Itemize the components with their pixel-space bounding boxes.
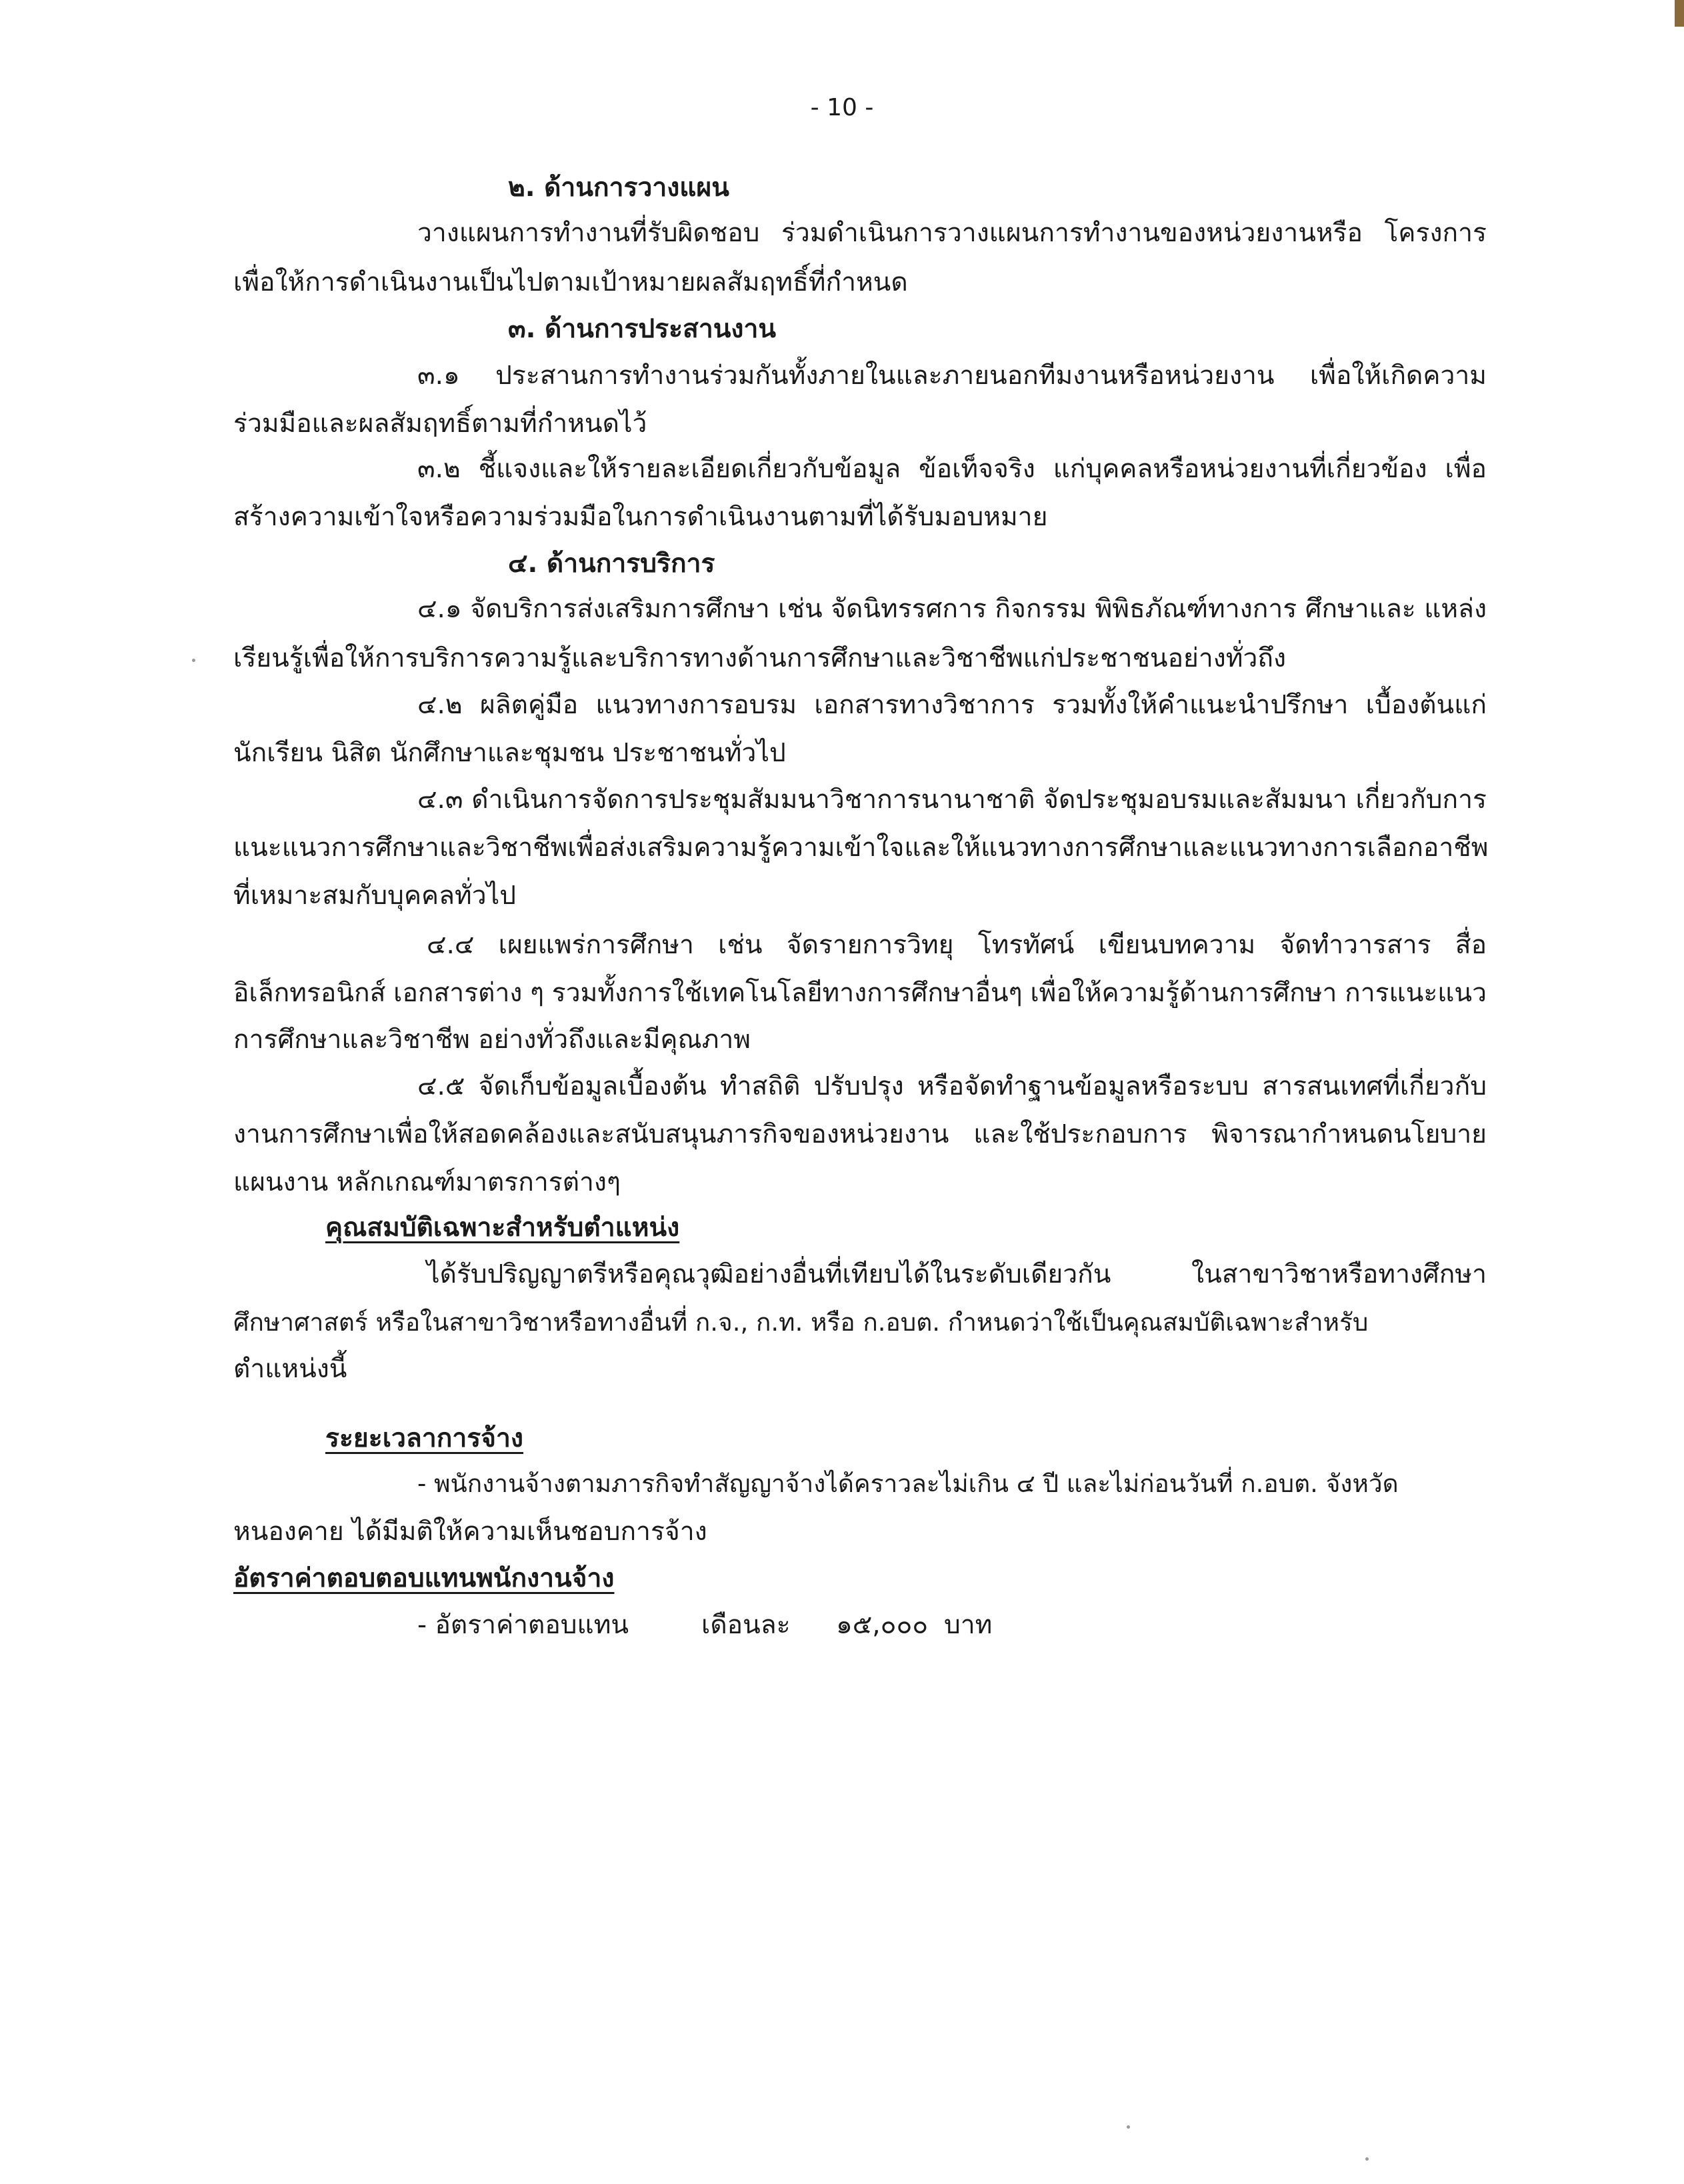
text-segment: เขียนบทความ	[1098, 930, 1256, 960]
text-segment: การแนะแนว	[1345, 978, 1487, 1008]
text-segment: ๓.๒	[417, 454, 461, 484]
section-2-heading: ๒. ด้านการวางแผน	[508, 173, 729, 203]
section-2-paragraph-line: เพื่อให้การดำเนินงานเป็นไปตามเป้าหมายผลสัมฤทธิ์ที่กำหนด	[233, 267, 908, 297]
text-segment: ชี้แจงและให้รายละเอียดเกี่ยวกับข้อมูล	[478, 454, 901, 484]
text-segment: ๔.๒	[417, 690, 463, 720]
text-segment: ประสานการทำงานร่วมกันทั้งภายในและภายนอกทีมงานหรือหน่วยงาน	[495, 361, 1275, 391]
qualification-line: ตำแหน่งนี้	[233, 1354, 347, 1384]
text-segment: เช่น	[718, 930, 763, 960]
text-segment: จัดเก็บข้อมูลเบื้องต้น	[478, 1071, 707, 1101]
text-segment: เพื่อส่งเสริมความรู้ความเข้าใจและให้แนวทางการศึกษาและแนว	[567, 833, 1279, 863]
page-number: - 10 -	[810, 94, 874, 121]
section-4-heading: ๔. ด้านการบริการ	[508, 549, 715, 579]
text-segment: พิพิธภัณฑ์ทางการ	[1095, 594, 1297, 624]
text-segment: รวมทั้งให้คำแนะนำปรึกษา	[1052, 690, 1349, 720]
compensation-heading: อัตราค่าตอบตอบแทนพนักงานจ้าง	[233, 1563, 615, 1593]
item-3-2-line: สร้างความเข้าใจหรือความร่วมมือในการดำเนินงานตามที่ได้รับมอบหมาย	[233, 502, 1048, 532]
text-segment: สารสนเทศที่เกี่ยวกับ	[1262, 1071, 1487, 1101]
text-segment: เพื่อให้เกิดความ	[1309, 361, 1487, 391]
item-4-4-line	[427, 927, 1487, 964]
text-segment: แนะแนวการศึกษาและวิชาชีพ	[233, 833, 568, 863]
item-4-1-line	[233, 640, 1287, 677]
item-4-4-line: การศึกษาและวิชาชีพ อย่างทั่วถึงและมีคุณภาพ	[233, 1025, 751, 1055]
text-segment: ๔.๕	[417, 1071, 465, 1101]
text-segment: วางแผนการทำงานที่รับผิดชอบ	[417, 218, 760, 248]
text-segment: ในสาขาวิชาหรือทางศึกษา	[1191, 1259, 1487, 1289]
scan-speck	[192, 659, 195, 662]
text-segment: จัดทำวารสาร	[1279, 930, 1431, 960]
text-segment: เรียนรู้	[233, 643, 303, 673]
scan-speck	[1365, 2157, 1369, 2161]
text-segment: ได้รับปริญญาตรีหรือคุณวุฒิอย่างอื่นที่เทียบได้ในระดับเดียวกัน	[427, 1259, 1111, 1289]
compensation-label: - อัตราค่าตอบแทน	[417, 1610, 629, 1640]
text-segment: และใช้ประกอบการ	[973, 1119, 1187, 1149]
text-segment: ผลิตคู่มือ	[479, 690, 579, 720]
scan-edge-mark	[1675, 0, 1684, 27]
qualification-line	[427, 1256, 1487, 1293]
compensation-amount: ๑๕,๐๐๐	[836, 1610, 929, 1640]
item-4-4-line	[233, 975, 1487, 1012]
text-segment: แนวทางการอบรม	[595, 690, 797, 720]
text-segment: เช่น	[778, 594, 823, 624]
item-3-1-line: ร่วมมือและผลสัมฤทธิ์ตามที่กำหนดไว้	[233, 409, 647, 439]
qualification-heading: คุณสมบัติเฉพาะสำหรับตำแหน่ง	[325, 1213, 680, 1243]
text-segment: ๔.๓	[417, 785, 463, 815]
compensation-period: เดือนละ	[701, 1610, 791, 1640]
item-4-5-line: แผนงาน หลักเกณฑ์มาตรการต่างๆ	[233, 1167, 621, 1197]
text-segment: เอกสารทางวิชาการ	[814, 690, 1035, 720]
scan-speck	[1127, 2125, 1130, 2129]
item-3-2-line	[417, 451, 1487, 488]
compensation-unit: บาท	[944, 1610, 993, 1640]
text-segment: สื่อ	[1455, 930, 1487, 960]
text-segment: ร่วมดำเนินการวางแผนการทำงานของหน่วยงานหรือ	[781, 218, 1363, 248]
item-4-3-line: ที่เหมาะสมกับบุคคลทั่วไป	[233, 881, 516, 911]
text-segment: ทางการเลือกอาชีพ	[1278, 833, 1489, 863]
text-segment: โครงการ	[1384, 218, 1487, 248]
employment-period-heading: ระยะเวลาการจ้าง	[325, 1423, 523, 1453]
item-3-1-line	[417, 357, 1487, 395]
item-4-5-line	[233, 1116, 1487, 1153]
text-segment: แหล่ง	[1424, 594, 1487, 624]
text-segment: เพื่อให้การบริการความรู้และบริการทางด้านการศึกษาและวิชาชีพแก่ประชาชนอย่างทั่วถึง	[303, 643, 1287, 673]
item-4-5-line	[417, 1068, 1487, 1105]
text-segment: หรือจัดทำฐานข้อมูลหรือระบบ	[917, 1071, 1249, 1101]
text-segment: เบื้องต้นแก่	[1365, 690, 1487, 720]
text-segment: เพื่อ	[1445, 454, 1487, 484]
text-segment: อิเล็กทรอนิกส์	[233, 978, 386, 1008]
text-segment: จัดรายการวิทยุ	[786, 930, 954, 960]
qualification-line: ศึกษาศาสตร์ หรือในสาขาวิชาหรือทางอื่นที่ ก.จ., ก.ท. หรือ ก.อบต. กำหนดว่าใช้เป็นคุณสมบัติเฉพาะสำหรับ	[233, 1308, 1369, 1337]
section-3-heading: ๓. ด้านการประสานงาน	[508, 314, 777, 344]
text-segment: ๆ	[530, 978, 545, 1008]
text-segment: ศึกษาและ	[1305, 594, 1416, 624]
text-segment: ๓.๑	[417, 361, 460, 391]
text-segment: ๔.๔	[427, 930, 475, 960]
text-segment: พิจารณากำหนดนโยบาย	[1211, 1119, 1487, 1149]
employment-period-line: - พนักงานจ้างตามภารกิจทำสัญญาจ้างได้คราวละไม่เกิน ๔ ปี และไม่ก่อนวันที่ ก.อบต. จังหวัด	[417, 1469, 1399, 1498]
text-segment: ปรับปรุง	[813, 1071, 904, 1101]
text-segment: ๔.๑	[417, 594, 462, 624]
text-segment: เอกสารต่าง	[393, 978, 523, 1008]
employment-period-line: หนองคาย ได้มีมติให้ความเห็นชอบการจ้าง	[233, 1517, 707, 1547]
text-segment: แก่บุคคลหรือหน่วยงานที่เกี่ยวข้อง	[1053, 454, 1427, 484]
text-segment: จัดประชุมอบรมและสัมมนา	[1043, 785, 1347, 815]
text-segment: จัดบริการส่งเสริมการศึกษา	[470, 594, 770, 624]
text-segment: จัดนิทรรศการ	[831, 594, 987, 624]
text-segment: รวมทั้งการใช้เทคโนโลยีทางการศึกษาอื่นๆ	[551, 978, 1023, 1008]
item-4-3-line	[233, 829, 1487, 867]
item-4-2-line: นักเรียน นิสิต นักศึกษาและชุมชน ประชาชนทั่วไป	[233, 738, 786, 768]
text-segment: โทรทัศน์	[977, 930, 1075, 960]
text-segment: เผยแพร่การศึกษา	[498, 930, 694, 960]
text-segment: เกี่ยวกับการ	[1355, 785, 1487, 815]
text-segment: ดำเนินการจัดการประชุมสัมมนาวิชาการนานาชาติ	[471, 785, 1035, 815]
text-segment: ทำสถิติ	[719, 1071, 801, 1101]
text-segment: กิจกรรม	[995, 594, 1087, 624]
item-4-2-line	[417, 687, 1487, 724]
item-4-1-line	[417, 591, 1487, 628]
text-segment: เพื่อให้ความรู้ด้านการศึกษา	[1030, 978, 1337, 1008]
section-2-paragraph-line	[417, 215, 1487, 252]
text-segment: งานการศึกษาเพื่อให้สอดคล้องและสนับสนุนภารกิจของหน่วยงาน	[233, 1119, 949, 1149]
item-4-3-line	[417, 781, 1487, 819]
text-segment: ข้อเท็จจริง	[918, 454, 1035, 484]
